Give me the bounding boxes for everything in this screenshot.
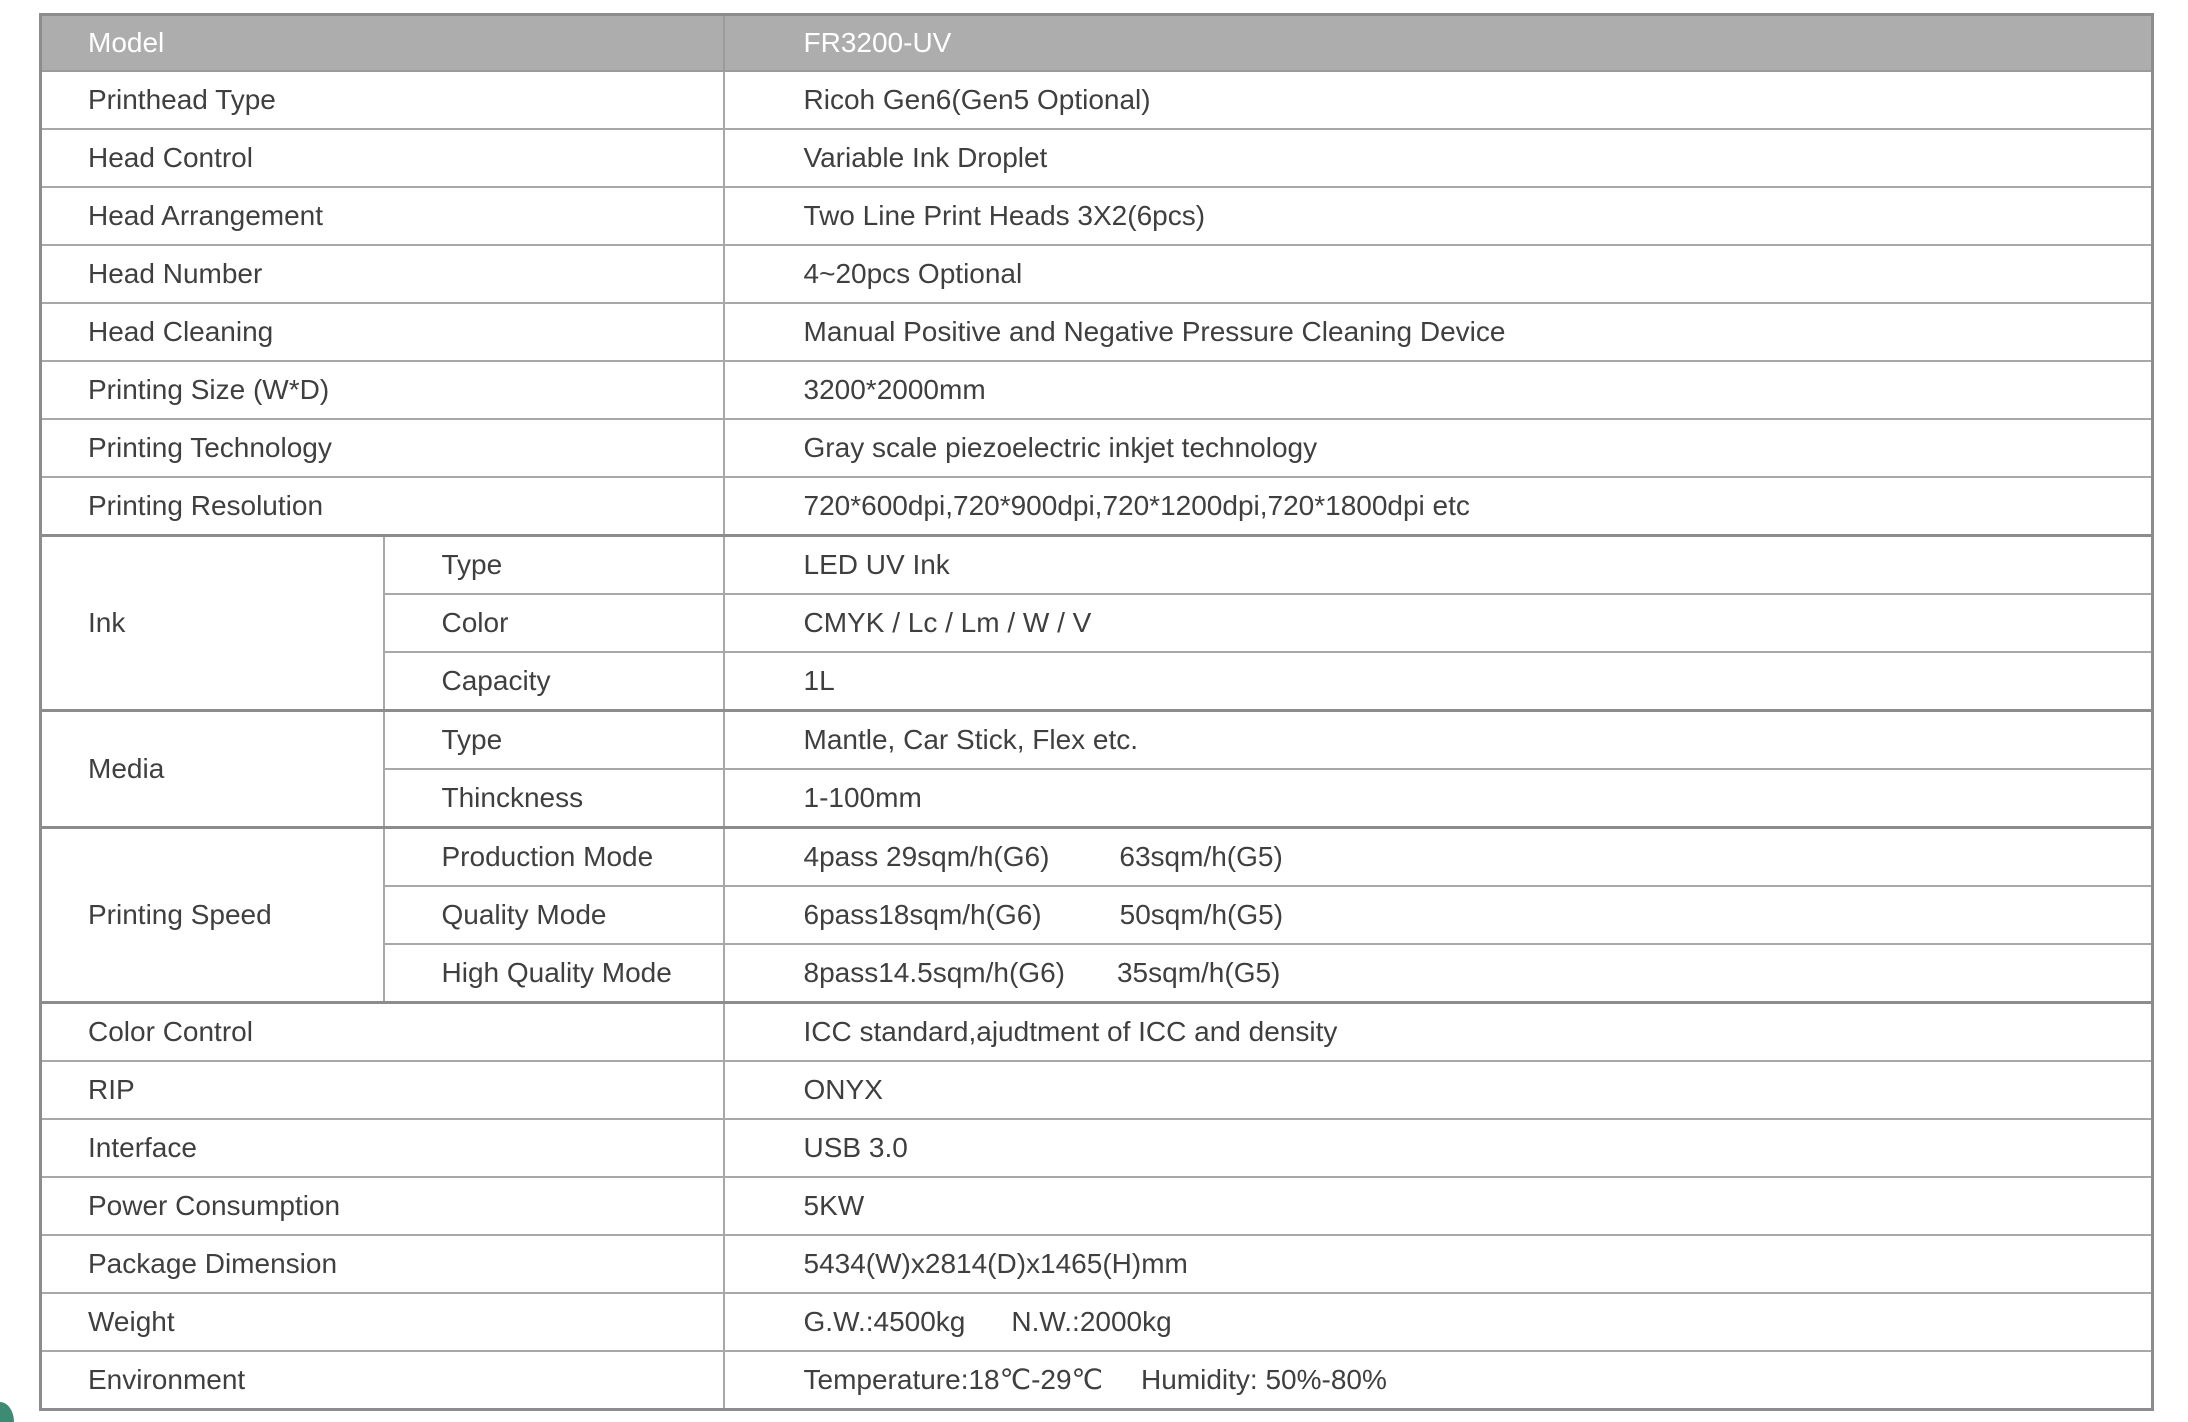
speed-g5: 35sqm/h(G5) bbox=[1116, 957, 1281, 988]
table-row bbox=[41, 71, 2153, 129]
weight-value bbox=[724, 1293, 2153, 1351]
spec-value: Manual Positive and Negative Pressure Cleaning Device bbox=[724, 303, 2153, 361]
spec-value: 1-100mm bbox=[724, 769, 2153, 828]
gross-weight: G.W.:4500kg bbox=[803, 1306, 966, 1337]
speed-value bbox=[724, 828, 2153, 887]
spec-value: 5KW bbox=[724, 1177, 2153, 1235]
spec-label: Head Number bbox=[41, 245, 724, 303]
sub-label: Color bbox=[384, 594, 724, 652]
spec-value: Two Line Print Heads 3X2(6pcs) bbox=[724, 187, 2153, 245]
sub-label: Type bbox=[384, 536, 724, 595]
spec-label: RIP bbox=[41, 1061, 724, 1119]
sub-label: High Quality Mode bbox=[384, 944, 724, 1003]
table-row bbox=[41, 129, 2153, 187]
temperature: Temperature:18℃-29℃ bbox=[803, 1364, 1103, 1395]
spec-table bbox=[39, 13, 2154, 1411]
table-row bbox=[41, 361, 2153, 419]
table-row bbox=[41, 1235, 2153, 1293]
speed-g6: 4pass 29sqm/h(G6) bbox=[803, 841, 1050, 872]
spec-value: ONYX bbox=[724, 1061, 2153, 1119]
speed-value bbox=[724, 886, 2153, 944]
spec-value: ICC standard,ajudtment of ICC and density bbox=[724, 1003, 2153, 1062]
spec-value: 4~20pcs Optional bbox=[724, 245, 2153, 303]
group-label-media: Media bbox=[41, 711, 384, 828]
spec-label: Package Dimension bbox=[41, 1235, 724, 1293]
spec-label: Printing Size (W*D) bbox=[41, 361, 724, 419]
spec-label: Interface bbox=[41, 1119, 724, 1177]
spec-value: Variable Ink Droplet bbox=[724, 129, 2153, 187]
spec-value: 5434(W)x2814(D)x1465(H)mm bbox=[724, 1235, 2153, 1293]
table-row bbox=[41, 477, 2153, 536]
speed-g5: 50sqm/h(G5) bbox=[1119, 899, 1284, 930]
table-row-weight bbox=[41, 1293, 2153, 1351]
table-row bbox=[41, 245, 2153, 303]
table-row bbox=[41, 1003, 2153, 1062]
sub-label: Quality Mode bbox=[384, 886, 724, 944]
spec-label: Environment bbox=[41, 1351, 724, 1410]
humidity: Humidity: 50%-80% bbox=[1140, 1364, 1387, 1395]
table-row bbox=[41, 1177, 2153, 1235]
sub-label: Production Mode bbox=[384, 828, 724, 887]
table-row bbox=[41, 187, 2153, 245]
table-row-production-mode bbox=[41, 828, 2153, 887]
spec-value: CMYK / Lc / Lm / W / V bbox=[724, 594, 2153, 652]
table-row bbox=[41, 303, 2153, 361]
speed-g6: 6pass18sqm/h(G6) bbox=[803, 899, 1042, 930]
table-row-media-type bbox=[41, 711, 2153, 770]
sub-label: Type bbox=[384, 711, 724, 770]
spec-label: Printing Resolution bbox=[41, 477, 724, 536]
corner-decoration bbox=[0, 1402, 14, 1422]
speed-value bbox=[724, 944, 2153, 1003]
table-row bbox=[41, 419, 2153, 477]
spec-label: Weight bbox=[41, 1293, 724, 1351]
group-label-printing-speed: Printing Speed bbox=[41, 828, 384, 1003]
table-row-environment bbox=[41, 1351, 2153, 1410]
spec-label: Head Control bbox=[41, 129, 724, 187]
spec-value: 720*600dpi,720*900dpi,720*1200dpi,720*1800dpi etc bbox=[724, 477, 2153, 536]
spec-value: Ricoh Gen6(Gen5 Optional) bbox=[724, 71, 2153, 129]
sub-label: Thinckness bbox=[384, 769, 724, 828]
sub-label: Capacity bbox=[384, 652, 724, 711]
net-weight: N.W.:2000kg bbox=[1011, 1306, 1172, 1337]
spec-value: USB 3.0 bbox=[724, 1119, 2153, 1177]
spec-value: LED UV Ink bbox=[724, 536, 2153, 595]
spec-value: 3200*2000mm bbox=[724, 361, 2153, 419]
spec-value: Mantle, Car Stick, Flex etc. bbox=[724, 711, 2153, 770]
table-row-ink-type bbox=[41, 536, 2153, 595]
spec-value: 1L bbox=[724, 652, 2153, 711]
table-row bbox=[41, 1119, 2153, 1177]
table-header-row bbox=[41, 15, 2153, 72]
spec-value: Gray scale piezoelectric inkjet technology bbox=[724, 419, 2153, 477]
spec-label: Power Consumption bbox=[41, 1177, 724, 1235]
speed-g6: 8pass14.5sqm/h(G6) bbox=[803, 957, 1065, 988]
spec-label: Color Control bbox=[41, 1003, 724, 1062]
header-label: Model bbox=[41, 15, 724, 72]
table-row bbox=[41, 1061, 2153, 1119]
speed-g5: 63sqm/h(G5) bbox=[1119, 841, 1283, 872]
environment-value bbox=[724, 1351, 2153, 1410]
spec-label: Head Cleaning bbox=[41, 303, 724, 361]
spec-label: Head Arrangement bbox=[41, 187, 724, 245]
spec-label: Printhead Type bbox=[41, 71, 724, 129]
spec-label: Printing Technology bbox=[41, 419, 724, 477]
header-value: FR3200-UV bbox=[724, 15, 2153, 72]
group-label-ink: Ink bbox=[41, 536, 384, 711]
